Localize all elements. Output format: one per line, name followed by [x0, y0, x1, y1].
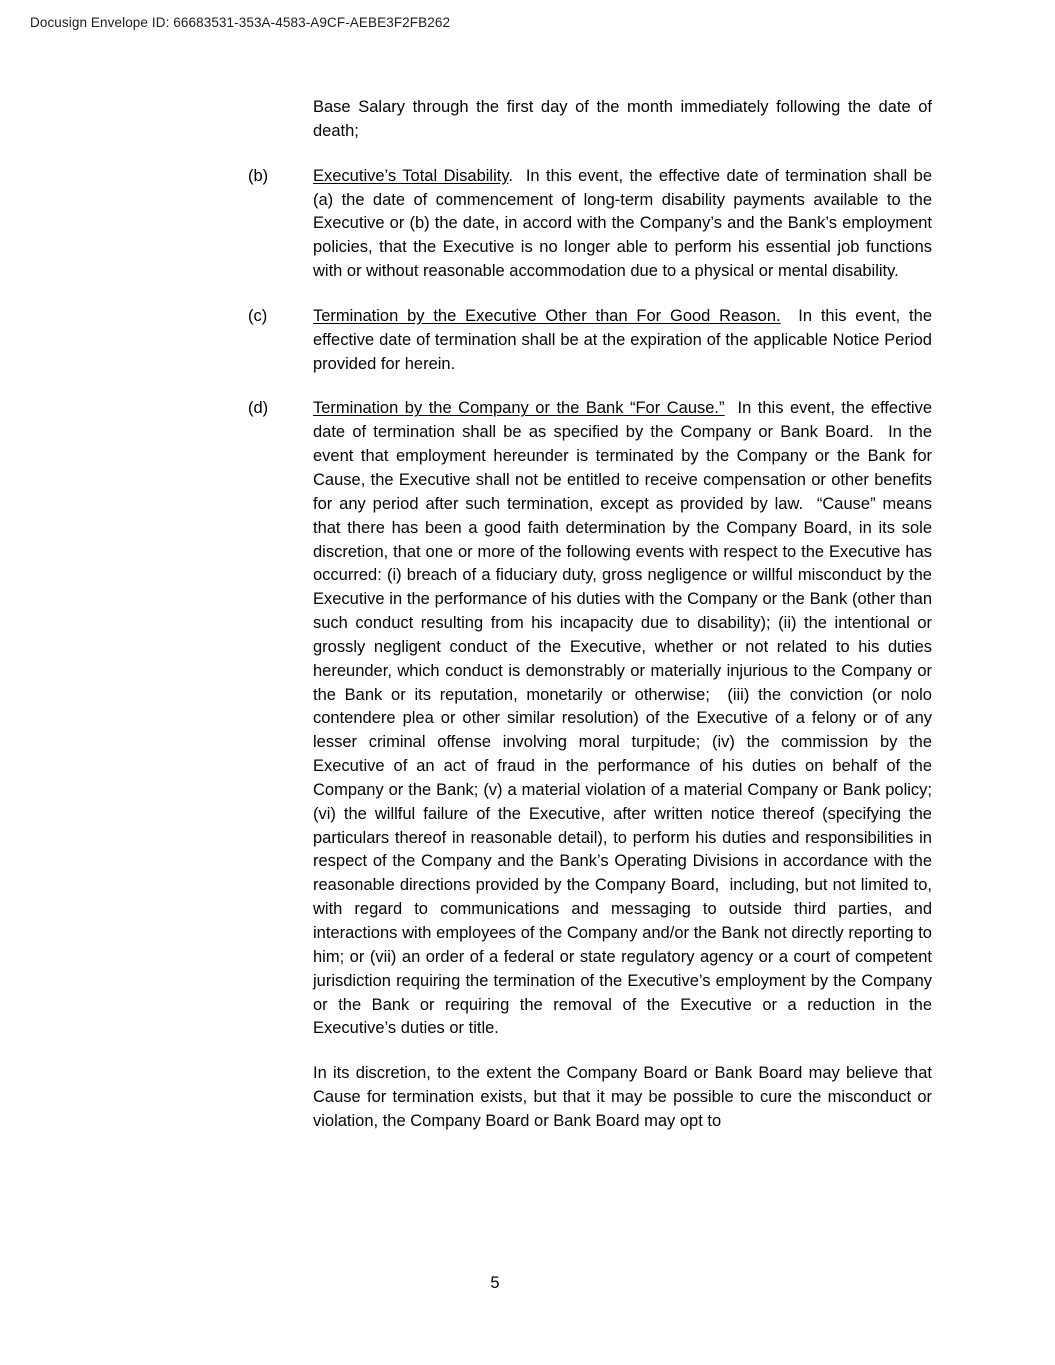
- docusign-envelope-id: Docusign Envelope ID: 66683531-353A-4583-A9CF-AEBE3F2FB262: [30, 15, 451, 30]
- clause-body: Base Salary through the first day of the month immediately following the date of death;: [313, 98, 932, 140]
- clause-body: In this event, the effective date of termination shall be as specified by the Company or Bank Board. In the event that employment hereunder is terminated by the Company or the Bank for Cause, the Executive shall not be entitled to receive compensation or other benefits for any period after such termination, except as provided by law. “Cause” means that there has been a good faith determination by the Company Board, in its sole discretion, that one or more of the following events with respect to the Executive has occurred: (i) breach of a fiduciary duty, gross negligence or willful misconduct by the Executive in the performance of his duties with the Company or the Bank (other than such conduct resulting from his incapacity due to disability); (ii) the intentional or grossly negligent conduct of the Executive, whether or not related to his duties hereunder, which conduct is demonstrably or materially injurious to the Company or the Bank or its reputation, monetarily or otherwise; (iii) the conviction (or nolo contendere plea or other similar resolution) of the Executive of a felony or of any lesser criminal offense involving moral turpitude; (iv) the commission by the Executive of an act of fraud in the performance of his duties on behalf of the Company or the Bank; (v) a material violation of a material Company or Bank policy; (vi) the willful failure of the Executive, after written notice thereof (specifying the particulars thereof in reasonable detail), to perform his duties and responsibilities in respect of the Company and the Bank’s Operating Divisions in accordance with the reasonable directions provided by the Company Board, including, but not limited to, with regard to communications and messaging to outside third parties, and interactions with employees of the Company and/or the Bank not directly reporting to him; or (vii) an order of a federal or state regulatory agency or a court of competent jurisdiction requiring the termination of the Executive’s employment by the Company or the Bank or requiring the removal of the Executive or a reduction in the Executive’s duties or title.: [313, 399, 932, 1038]
- paragraph-clause-c: [248, 305, 932, 377]
- paragraph-base-salary: [248, 96, 932, 144]
- clause-body: In this event, the effective date of termination shall be at the expiration of the applicable Notice Period provided for herein.: [313, 306, 932, 373]
- clause-heading: Executive’s Total Disability: [313, 166, 509, 185]
- clause-label: (b): [248, 166, 269, 185]
- paragraph-discretion: [248, 1062, 932, 1134]
- clause-text: [313, 305, 932, 377]
- clause-label: (c): [248, 306, 268, 325]
- clause-heading: Termination by the Company or the Bank “For Cause.”: [313, 399, 725, 418]
- paragraph-clause-b: [248, 165, 932, 284]
- clause-label: (d): [248, 399, 269, 418]
- document-body: [248, 96, 932, 1155]
- clause-text: [313, 96, 932, 144]
- paragraph-clause-d: [248, 397, 932, 1041]
- page-number: 5: [490, 1274, 500, 1292]
- clause-text: [313, 397, 932, 1041]
- clause-body: In its discretion, to the extent the Company Board or Bank Board may believe that Cause for termination exists, but that it may be possible to cure the misconduct or violation, the Company Board or Bank Board may opt to: [313, 1064, 932, 1130]
- clause-text: [313, 165, 932, 284]
- clause-text: [313, 1062, 932, 1134]
- clause-heading: Termination by the Executive Other than For Good Reason.: [313, 306, 781, 325]
- clause-body: . In this event, the effective date of termination shall be (a) the date of commencement of long-term disability payments available to the Executive or (b) the date, in accord with the Company’s and the Bank’s employment policies, that the Executive is no longer able to perform his essential job functions with or without reasonable accommodation due to a physical or mental disability.: [313, 166, 932, 281]
